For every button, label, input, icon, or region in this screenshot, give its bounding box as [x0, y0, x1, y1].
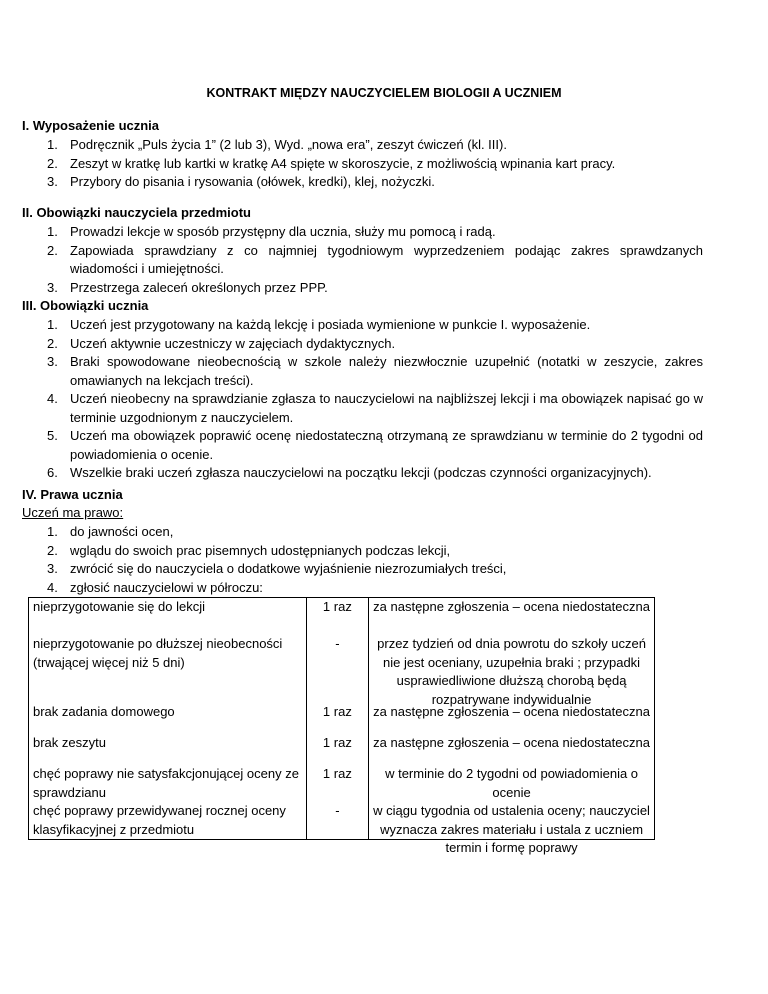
list-item: 1. Prowadzi lekcje w sposób przystępny dla ucznia, służy mu pomocą i radą. — [47, 224, 496, 239]
section-2-heading: II. Obowiązki nauczyciela przedmiotu — [22, 205, 251, 220]
rights-table — [28, 597, 655, 855]
list-item: 6. Wszelkie braki uczeń zgłasza nauczycielowi na początku lekcji (podczas czynności organizacyjnych). — [47, 465, 652, 480]
list-item: 3. zwrócić się do nauczyciela o dodatkowe wyjaśnienie niezrozumiałych treści, — [47, 561, 507, 576]
section-3-heading: III. Obowiązki ucznia — [22, 298, 149, 313]
section-4-intro: Uczeń ma prawo: — [22, 505, 124, 520]
document-title: KONTRAKT MIĘDZY NAUCZYCIELEM BIOLOGII A UCZNIEM — [206, 86, 562, 100]
list-item: 3. Braki spowodowane nieobecnością w szkole należy niezwłocznie uzupełnić (notatki w zeszycie, zakres omawianych na lekcjach treści). — [47, 354, 703, 388]
list-item: 4. zgłosić nauczycielowi w półroczu: — [47, 579, 263, 595]
table-cell-note: za następne zgłoszenia – ocena niedostateczna przez tydzień od dnia powrotu do szkoły uczeń nie jest oceniany, uzupełnia braki ; przypadki usprawiedliwione dłuższą chorobą będą rozpatrywane indywidualnie za następne zgłoszenia – ocena niedostateczna za następne zgłoszenia – ocena niedostateczna w terminie do 2 tygodni od powiadomienia o ocenie w ciągu tygodnia od ustalenia oceny; nauczyciel wyznacza zakres materiału i ustala z uczniem termin i formę poprawy — [369, 598, 655, 840]
list-item: 3. Przestrzega zaleceń określonych przez PPP. — [47, 279, 328, 295]
list-item: 2. Uczeń aktywnie uczestniczy w zajęciach dydaktycznych. — [47, 335, 396, 351]
section-1-heading: I. Wyposażenie ucznia — [22, 118, 160, 133]
section-1-list — [22, 136, 703, 192]
list-item: 2. Zeszyt w kratkę lub kartki w kratkę A4 spięte w skoroszycie, z możliwością wpinania kart pracy. — [47, 155, 616, 171]
section-2-list — [22, 223, 703, 297]
section-3-list — [22, 316, 703, 483]
list-item: 2. Zapowiada sprawdziany z co najmniej tygodniowym wyprzedzeniem podając zakres sprawdzanych wiadomości i umiejętności. — [47, 242, 703, 276]
list-item: 1. Podręcznik „Puls życia 1” (2 lub 3), Wyd. „nowa era”, zeszyt ćwiczeń (kl. III). — [47, 137, 507, 152]
list-item: 2. wglądu do swoich prac pisemnych udostępnianych podczas lekcji, — [47, 542, 451, 558]
table-row — [29, 598, 655, 840]
table-cell-issue: nieprzygotowanie się do lekcji nieprzygotowanie po dłuższej nieobecności (trwającej więcej niż 5 dni) brak zadania domowego brak zeszytu chęć poprawy nie satysfakcjonującej oceny ze sprawdzianu chęć poprawy przewidywanej rocznej oceny klasyfikacyjnej z przedmiotu — [29, 598, 307, 840]
list-item: 5. Uczeń ma obowiązek poprawić ocenę niedostateczną otrzymaną ze sprawdzianu w terminie do 2 tygodni od powiadomienia o ocenie. — [47, 428, 703, 462]
section-4-heading: IV. Prawa ucznia — [22, 487, 123, 502]
list-item: 1. do jawności ocen, — [47, 524, 174, 539]
list-item: 1. Uczeń jest przygotowany na każdą lekcję i posiada wymienione w punkcie I. wyposażenie. — [47, 317, 591, 332]
table-cell-count: 1 raz - 1 raz 1 raz 1 raz - — [306, 598, 368, 840]
section-4-list — [22, 523, 703, 597]
list-item: 4. Uczeń nieobecny na sprawdzianie zgłasza to nauczycielowi na najbliższej lekcji i ma obowiązek napisać go w terminie uzgodnionym z nauczycielem. — [47, 391, 703, 425]
list-item: 3. Przybory do pisania i rysowania (ołówek, kredki), klej, nożyczki. — [47, 174, 435, 189]
